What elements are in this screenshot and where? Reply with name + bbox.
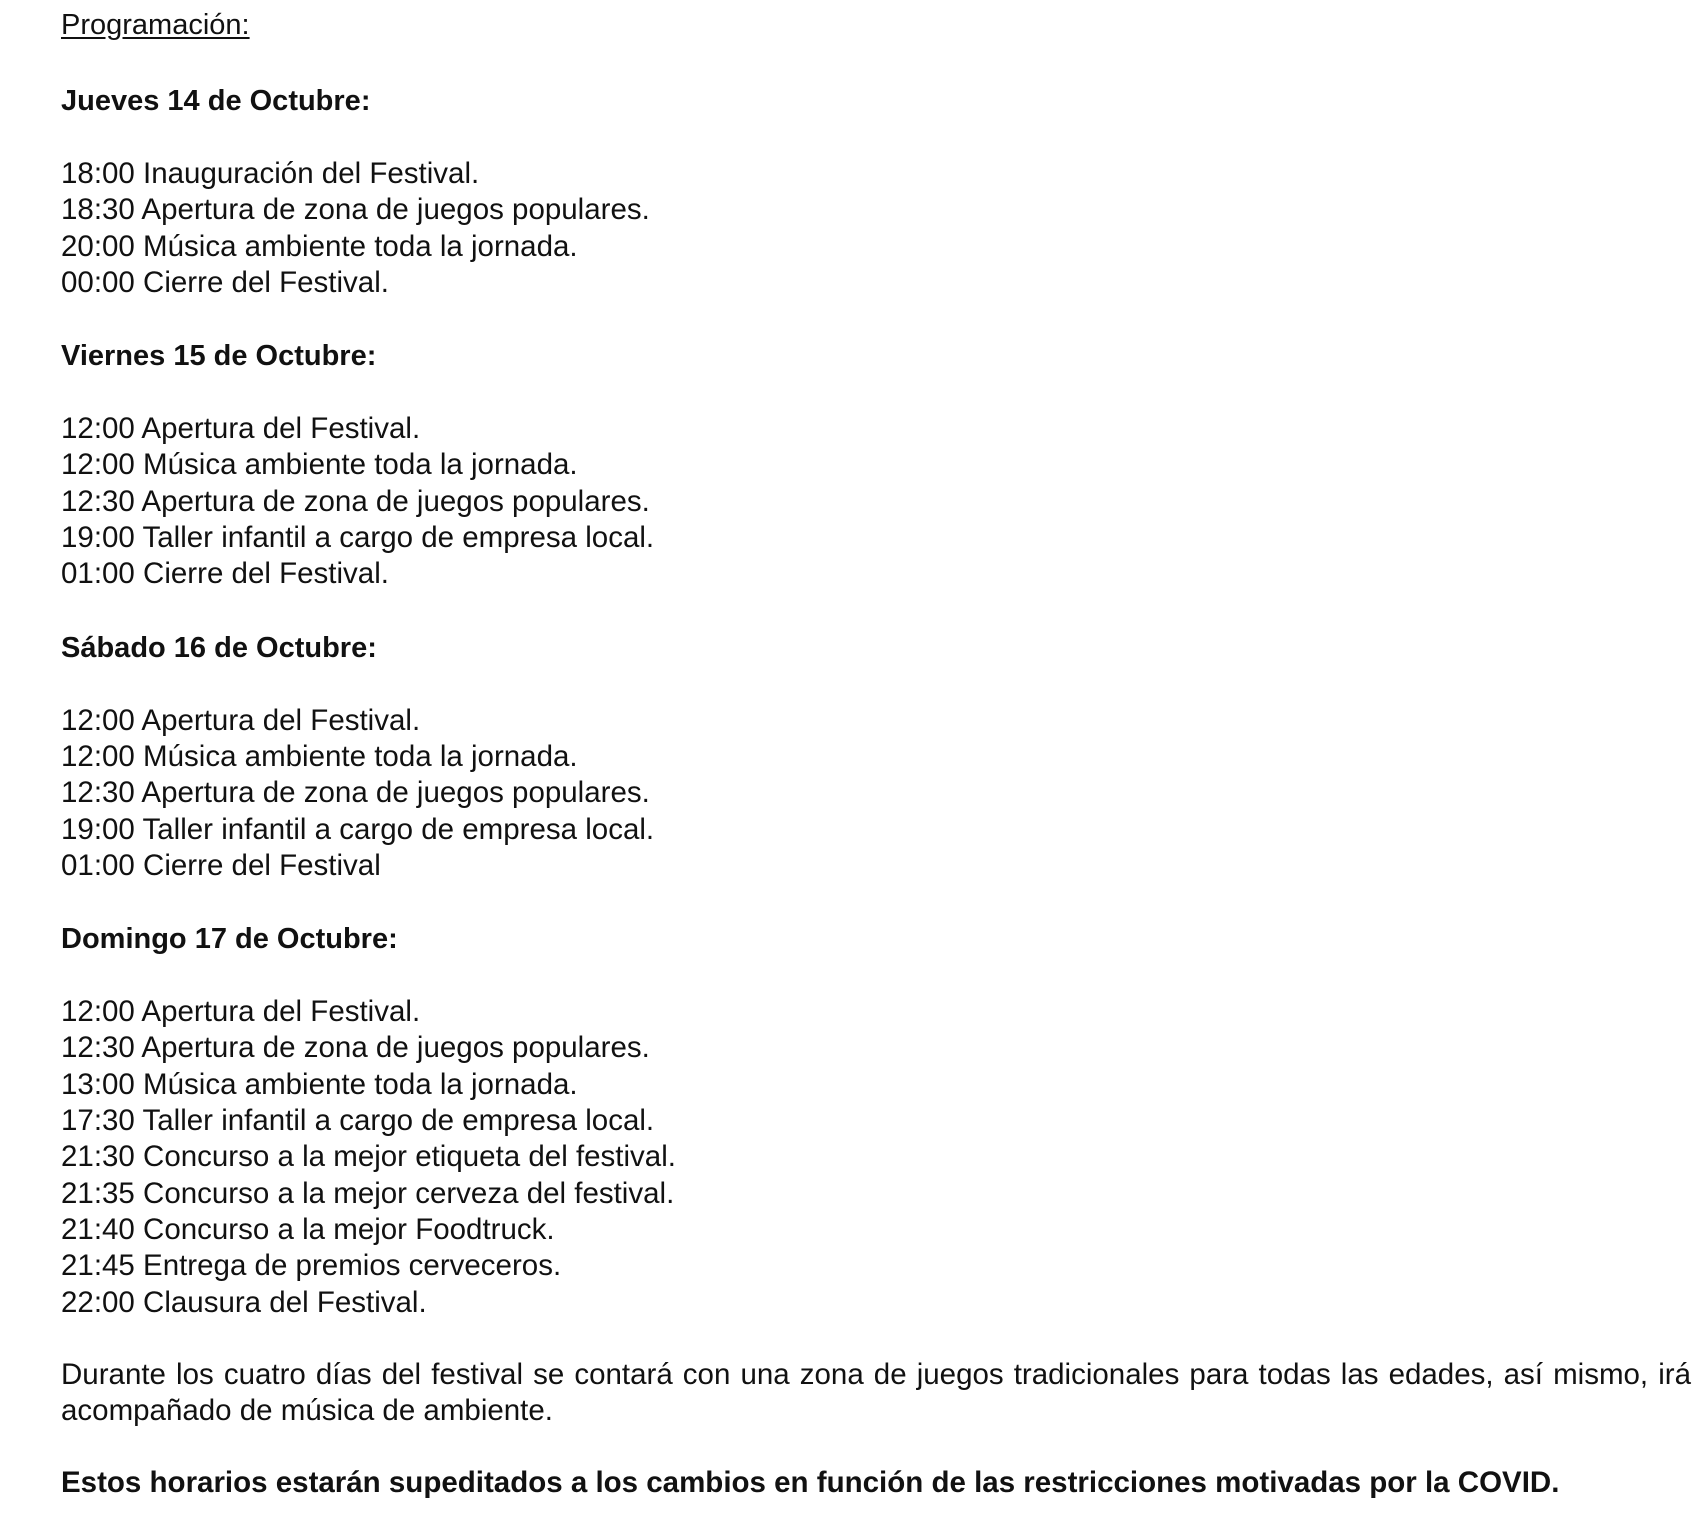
event-item [61,520,1671,556]
day-heading: Sábado 16 de Octubre: [61,631,377,664]
event-item [61,1176,1671,1212]
event-time: 00:00 [61,265,135,299]
event-time: 12:30 [61,776,135,810]
event-time: 17:30 [61,1104,135,1138]
event-time: 13:00 [61,1067,135,1101]
event-item [61,703,1671,739]
event-description: Música ambiente toda la jornada. [143,229,578,263]
event-item [61,229,1671,265]
event-time: 22:00 [61,1285,135,1319]
event-item [61,1103,1671,1139]
event-description: Apertura de zona de juegos populares. [141,193,650,227]
event-item [61,192,1671,228]
event-description: Concurso a la mejor Foodtruck. [143,1212,555,1246]
event-description: Taller infantil a cargo de empresa local. [142,521,655,555]
event-time: 12:30 [61,484,135,518]
event-item [61,848,1671,884]
event-item [61,775,1671,811]
event-item [61,1248,1671,1284]
event-item [61,1212,1671,1248]
event-time: 12:00 [61,739,135,773]
event-time: 12:00 [61,412,135,446]
closing-paragraph: Durante los cuatro días del festival se contará con una zona de juegos tradicionales para todas las edades, así mismo, irá acompañado de música de ambiente. [61,1357,1691,1427]
event-description: Cierre del Festival. [143,557,389,591]
event-item [61,1285,1671,1321]
event-item [61,1067,1671,1103]
event-time: 12:30 [61,1031,135,1065]
event-description: Música ambiente toda la jornada. [143,739,578,773]
event-list [61,156,1671,301]
schedule-days [61,82,1671,1321]
event-item [61,411,1671,447]
event-description: Taller infantil a cargo de empresa local. [142,812,655,846]
event-description: Apertura de zona de juegos populares. [141,484,650,518]
day-heading: Viernes 15 de Octubre: [61,340,377,373]
event-description: Concurso a la mejor cerveza del festival. [143,1176,675,1210]
event-time: 21:45 [61,1249,135,1283]
event-item [61,739,1671,775]
event-description: Apertura de zona de juegos populares. [141,1031,650,1065]
event-list [61,703,1671,884]
day-section [61,337,1671,592]
event-list [61,411,1671,592]
event-time: 01:00 [61,848,135,882]
event-description: Cierre del Festival [143,848,381,882]
event-time: 12:00 [61,448,135,482]
event-item [61,156,1671,192]
event-item [61,265,1671,301]
event-description: Entrega de premios cerveceros. [143,1249,562,1283]
event-description: Clausura del Festival. [143,1285,427,1319]
event-list [61,994,1671,1321]
event-description: Apertura del Festival. [141,412,421,446]
event-item [61,812,1671,848]
day-heading: Jueves 14 de Octubre: [61,85,371,117]
day-section [61,629,1671,884]
event-time: 19:00 [61,812,135,846]
document [61,6,1691,1530]
event-description: Inauguración del Festival. [143,157,480,190]
event-description: Apertura del Festival. [141,703,421,737]
event-time: 21:30 [61,1140,135,1174]
event-time: 21:40 [61,1212,135,1246]
event-time: 12:00 [61,995,135,1029]
event-item [61,1030,1671,1066]
event-description: Apertura del Festival. [141,995,421,1029]
document-title: Programación: [61,9,250,41]
day-section [61,82,1671,301]
event-description: Música ambiente toda la jornada. [143,448,578,482]
event-description: Taller infantil a cargo de empresa local. [142,1104,655,1138]
event-description: Música ambiente toda la jornada. [143,1067,578,1101]
day-heading: Domingo 17 de Octubre: [61,923,398,956]
event-item [61,484,1671,520]
event-description: Concurso a la mejor etiqueta del festival. [143,1140,676,1174]
event-time: 18:30 [61,193,135,227]
covid-notice: Estos horarios estarán supeditados a los cambios en función de las restricciones motivadas por la COVID. [61,1465,1560,1499]
event-time: 19:00 [61,521,135,555]
event-item [61,1139,1671,1175]
event-time: 12:00 [61,703,135,737]
day-section [61,920,1671,1321]
event-time: 21:35 [61,1176,135,1210]
event-time: 18:00 [61,157,135,190]
event-item [61,447,1671,483]
event-description: Cierre del Festival. [143,265,389,299]
event-item [61,556,1671,592]
event-time: 01:00 [61,557,135,591]
event-time: 20:00 [61,229,135,263]
event-description: Apertura de zona de juegos populares. [141,776,650,810]
event-item [61,994,1671,1030]
